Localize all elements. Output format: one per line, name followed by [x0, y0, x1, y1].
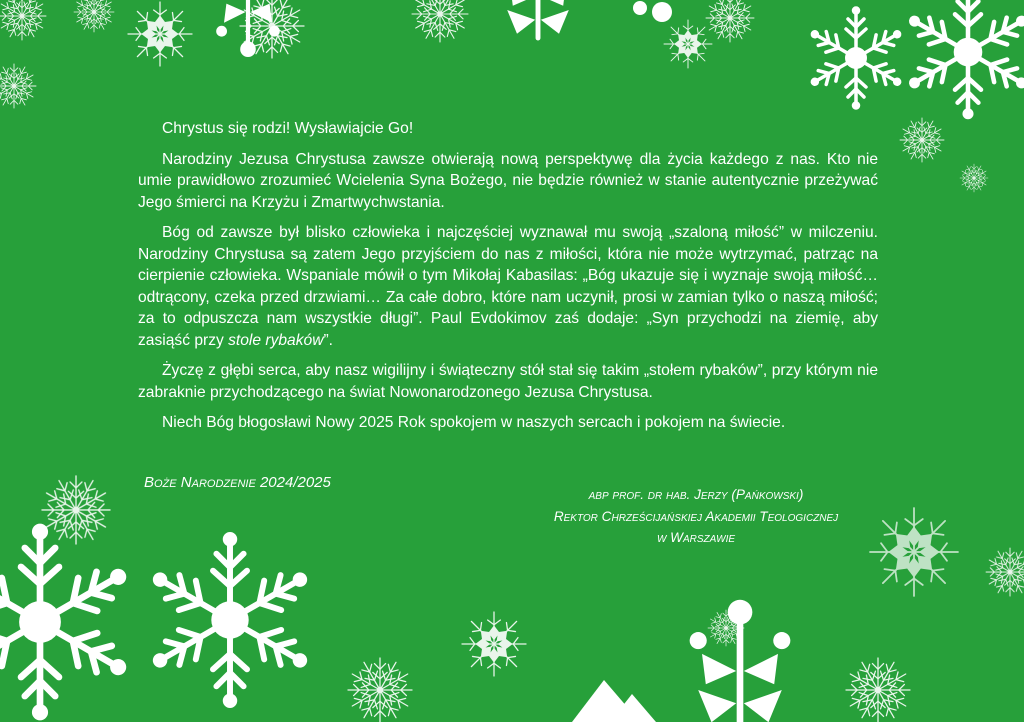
greeting: Chrystus się rodzi! Wysławiajcie Go! [162, 120, 414, 137]
paragraph-2-text: Bóg od zawsze był blisko człowieka i najczęściej wyznawał mu swoją „szaloną miłość” w milczeniu. Narodziny Chrystusa są zatem Jego przyjściem do nas z miłości, która nie może wytrzymać, patrząc na cierpienie człowieka. Wspaniale mówił o tym Mikołaj Kabasilas: „Bóg ukazuje się i wyznaje swoją miłość… odtrącony, czeka przed drzwiami… Za całe dobro, które nam uczynił, prosi w zamian tylko o naszą miłość; za to odpuszcza nam wszystkie długi”. Paul Evdokimov zaś dodaje: „Syn przychodzi na ziemię, aby zasiąść przy [138, 224, 878, 349]
paragraph-2 [138, 222, 878, 351]
signature-city: w Warszawie [656, 530, 736, 545]
signature-name: abp prof. dr hab. Jerzy (Pańkowski) [588, 487, 804, 502]
paragraph-3: Życzę z głębi serca, aby nasz wigilijny i świąteczny stół stał się takim „stołem rybaków”, przy którym nie zabraknie przychodzącego na świat Nowonarodzonego Jezusa Chrystusa. [138, 362, 878, 401]
paragraph-2-end: ”. [323, 331, 333, 349]
closing-blessing: Niech Bóg błogosławi Nowy 2025 Rok spokojem w naszych sercach i pokojem na świecie. [162, 414, 786, 431]
paragraph-2-italic: stole rybaków [228, 331, 324, 349]
letter-body [138, 118, 878, 443]
paragraph-1: Narodziny Jezusa Chrystusa zawsze otwierają nową perspektywę dla życia każdego z nas. Kto nie umie prawidłowo zrozumieć Wcielenia Syna Bożego, nie będzie również w stanie autentycznie przeżywać Jego śmierci na Krzyżu i Zmartwychwstania. [138, 150, 878, 211]
date-line: Boże Narodzenie 2024/2025 [144, 474, 331, 491]
signature-block [498, 484, 894, 549]
signature-title: Rektor Chrześcijańskiej Akademii Teologicznej [553, 508, 839, 524]
